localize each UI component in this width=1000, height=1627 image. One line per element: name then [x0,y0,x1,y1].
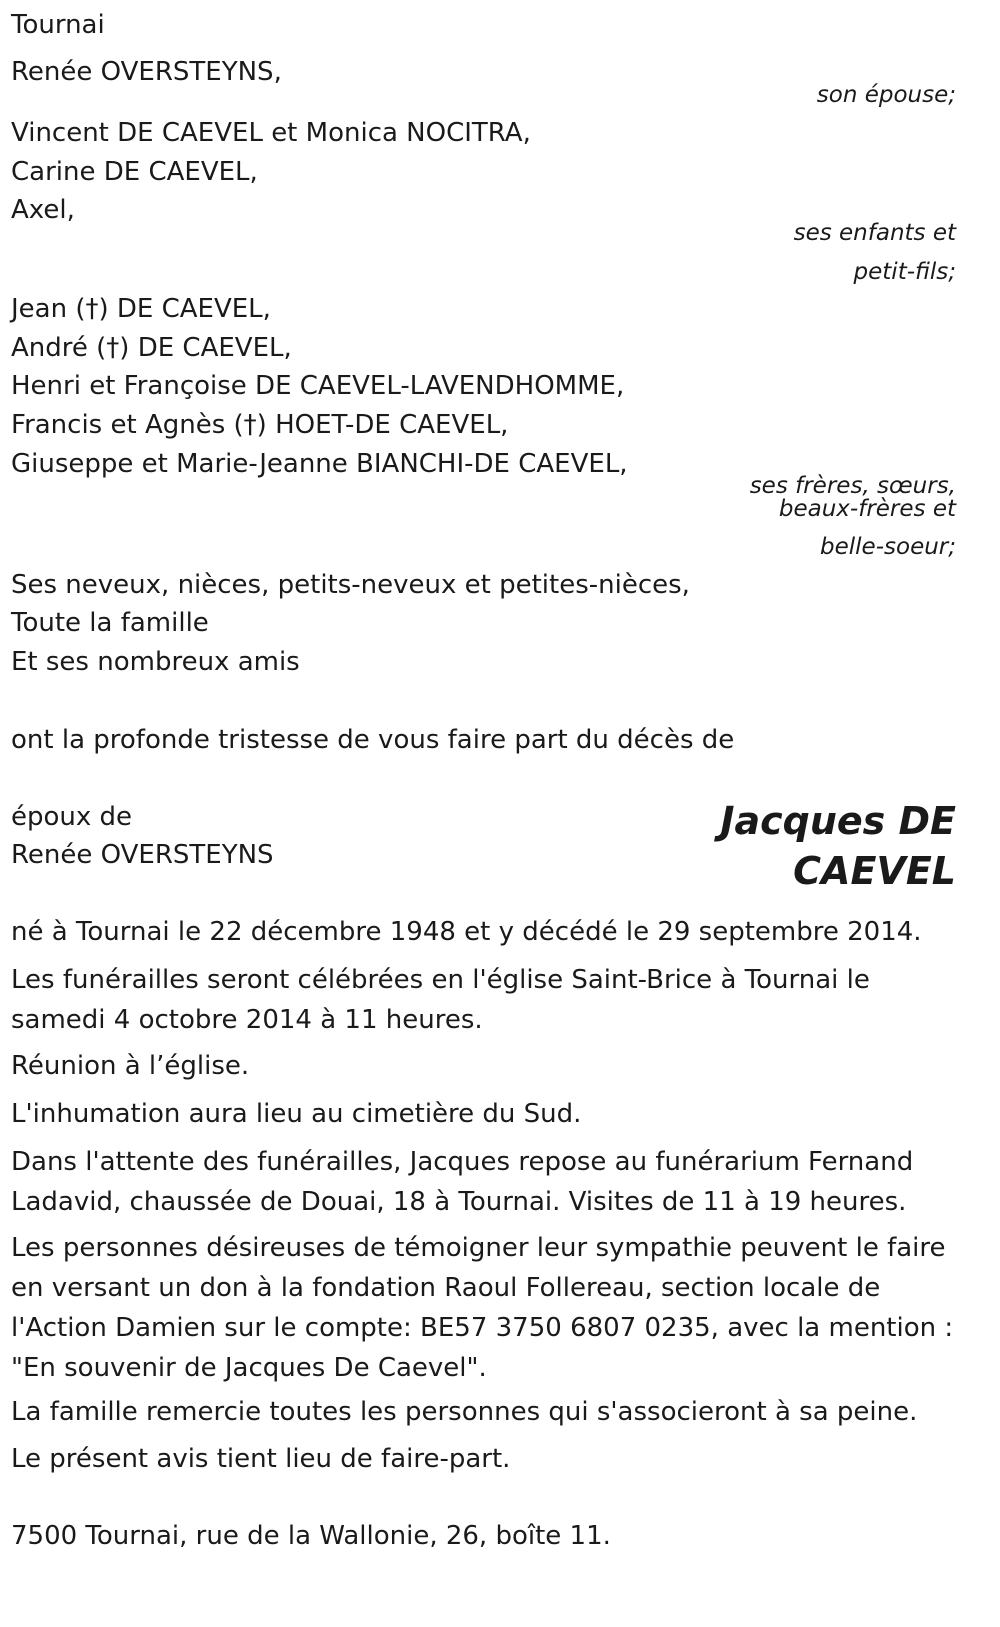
city-heading: Tournai [11,10,105,40]
deceased-name-line2: CAEVEL [793,849,956,893]
deceased-name [720,796,956,896]
others-line: Ses neveux, nièces, petits-neveux et petites-nièces, [11,570,690,600]
notice-line: Le présent avis tient lieu de faire-part. [11,1444,511,1474]
spouse-name: Renée OVERSTEYNS, [11,57,282,87]
child-line: Carine DE CAEVEL, [11,157,258,187]
thanks-line: La famille remercie toutes les personnes qui s'associeront à sa peine. [11,1397,918,1427]
donation-info: Les personnes désireuses de témoigner leur sympathie peuvent le faire en versant un don à la fondation Raoul Follereau, section locale de l'Action Damien sur le compte: BE57 3750 6807 0235, avec la mention : "En souvenir de Jacques De Caevel". [11,1233,954,1383]
sibling-line: Giuseppe et Marie-Jeanne BIANCHI-DE CAEVEL, [11,449,628,479]
birth-death-line: né à Tournai le 22 décembre 1948 et y décédé le 29 septembre 2014. [11,917,922,947]
burial-info: L'inhumation aura lieu au cimetière du Sud. [11,1099,582,1129]
sibling-line: André (†) DE CAEVEL, [11,333,292,363]
deceased-name-line1: Jacques DE [720,799,956,843]
children-relation-2: petit-fils; [853,259,956,285]
child-line: Axel, [11,195,75,225]
sibling-line: Francis et Agnès (†) HOET-DE CAEVEL, [11,410,509,440]
sibling-line: Henri et Françoise DE CAEVEL-LAVENDHOMME, [11,371,625,401]
child-line: Vincent DE CAEVEL et Monica NOCITRA, [11,118,531,148]
others-line: Toute la famille [11,608,209,638]
sibling-line: Jean (†) DE CAEVEL, [11,294,271,324]
funerarium-info: Dans l'attente des funérailles, Jacques repose au funérarium Fernand Ladavid, chaussée de Douai, 18 à Tournai. Visites de 11 à 19 heures. [11,1147,914,1217]
spouse-relation: son épouse; [816,82,956,108]
funeral-info: Les funérailles seront célébrées en l'église Saint-Brice à Tournai le samedi 4 octobre 2014 à 11 heures. [11,965,870,1035]
others-line: Et ses nombreux amis [11,647,300,677]
meeting-info: Réunion à l’église. [11,1051,250,1081]
spouse-of-name: Renée OVERSTEYNS [11,840,274,870]
address-line: 7500 Tournai, rue de la Wallonie, 26, boîte 11. [11,1521,611,1551]
announcement-text: ont la profonde tristesse de vous faire part du décès de [11,725,735,755]
siblings-relation-2: beaux-frères et [778,496,956,522]
spouse-of-label: époux de [11,802,133,832]
siblings-relation-1: ses frères, sœurs, [749,473,956,499]
children-relation-1: ses enfants et [793,220,956,246]
siblings-relation-3: belle-soeur; [820,534,956,560]
